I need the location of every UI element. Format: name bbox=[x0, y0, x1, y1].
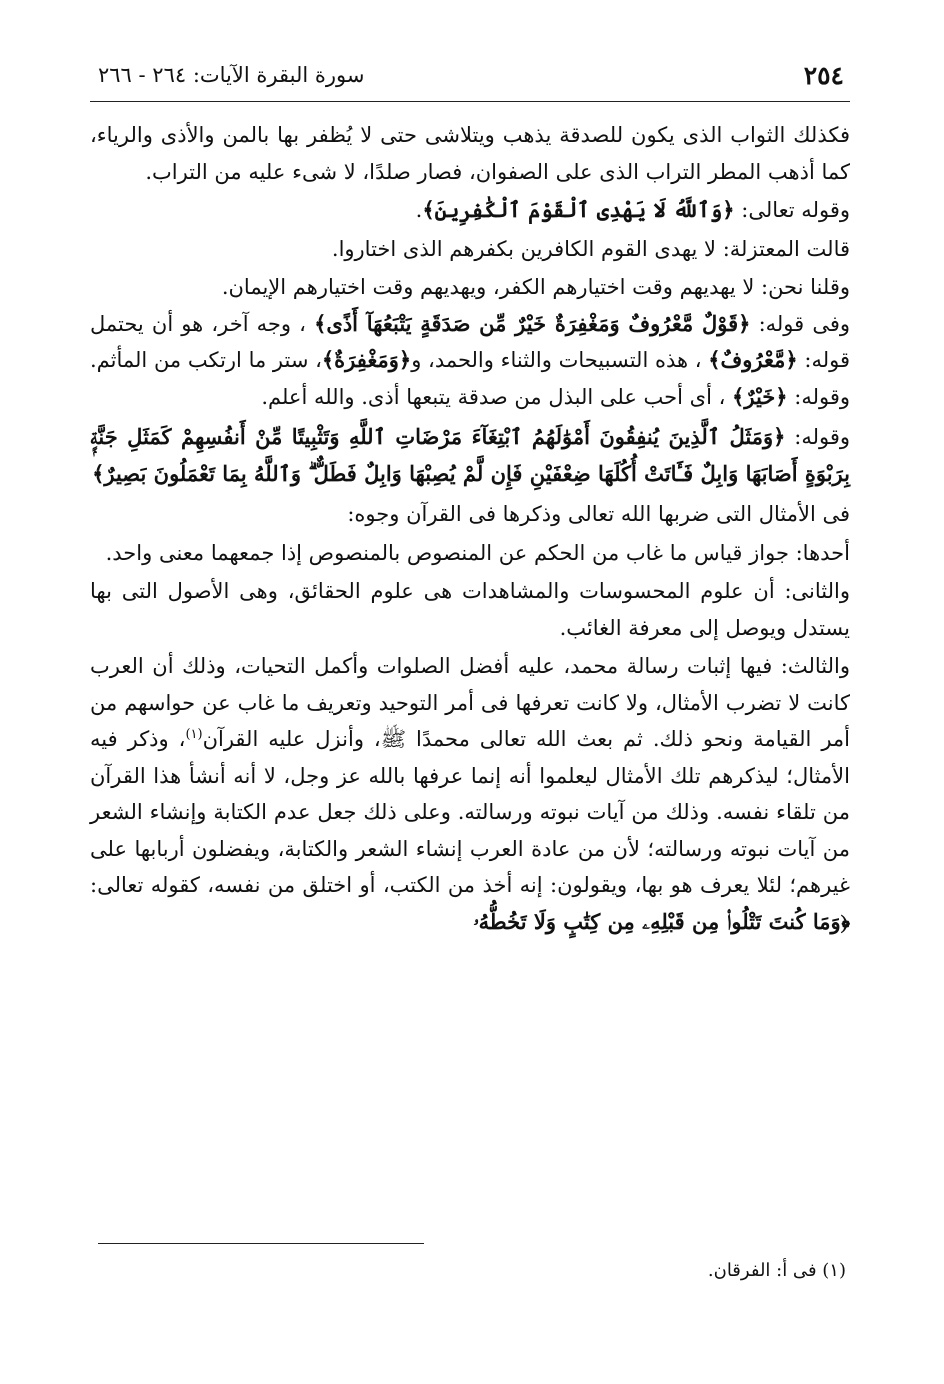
paragraph-5-text-a: وفى قوله: bbox=[750, 311, 850, 336]
paragraph-5 bbox=[90, 306, 850, 416]
section-title: سورة البقرة الآيات: ٢٦٤ - ٢٦٦ bbox=[98, 63, 365, 87]
running-header bbox=[90, 55, 850, 102]
paragraph-8: أحدها: جواز قياس ما غاب من الحكم عن المنصوص بالمنصوص إذا جمعهما معنى واحد. bbox=[105, 540, 850, 565]
paragraph-4: وقلنا نحن: لا يهديهم وقت اختيارهم الكفر، ويهديهم وقت اختيارهم الإيمان. bbox=[221, 275, 850, 299]
quran-word: ﴿وَمَغْفِرَةٌ﴾ bbox=[321, 347, 412, 372]
footnote: (١) فى أ: الفرقان. bbox=[707, 1260, 846, 1281]
paragraph-10-text-b: ، وذكر فيه الأمثال؛ ليذكرهم تلك الأمثال ليعلموا أنه إنما عرفها بالله عز وجل، لا أنه أنشأ هذا القرآن من تلقاء نفسه. وذلك من آيات نبوته ورسالته. وعلى ذلك جعل عدم الكتابة وإنشاء الشعر من آيات نبوته ورسالته؛ لأن من عادة العرب إنشاء الشعر والكتابة، ويفضلون أربابها على غيرهم؛ لئلا يعرف هو بها، ويقولون: إنه أخذ من الكتب، أو اختلق من نفسه، كقوله تعالى: bbox=[90, 727, 850, 897]
paragraph-6 bbox=[90, 419, 850, 492]
paragraph-5-text-b: ، وجه آخر، هو أن يحتمل قوله: bbox=[90, 311, 850, 372]
paragraph-5-text-c: ، هذه التسبيحات والثناء والحمد، و bbox=[411, 348, 709, 372]
paragraph-10-text-a: والثالث: فيها إثبات رسالة محمد، عليه أفضل الصلوات وأكمل التحيات، وذلك أن العرب كانت لا تضرب الأمثال، ولا كانت تعرفها فى أمر التوحيد وتعريف ما غاب عن حواسهم من أمر القيامة ونحو ذلك. ثم بعث الله تعالى محمدًا ﷺ، وأنزل عليه القرآن bbox=[90, 654, 851, 751]
quran-word: ﴿مَّعْرُوفٌ﴾ bbox=[708, 347, 798, 372]
body-text bbox=[90, 117, 850, 940]
quran-verse: ﴿وَمَثَلُ ٱلَّذِينَ يُنفِقُونَ أَمْوَٰلَهُمُ ٱبْتِغَآءَ مَرْضَاتِ ٱللَّهِ وَتَثْبِيتًا مِّنْ أَنفُسِهِمْ كَمَثَلِ جَنَّةٍۭ بِرَبْوَةٍ أَصَابَهَا وَابِلٌ فَـَٔاتَتْ أُكُلَهَا ضِعْفَيْنِ فَإِن لَّمْ يُصِبْهَا وَابِلٌ فَطَلٌّ ۗ وَٱللَّهُ بِمَا تَعْمَلُونَ بَصِيرٌ﴾ bbox=[90, 424, 850, 486]
paragraph-10 bbox=[90, 648, 850, 940]
footnote-divider bbox=[98, 1243, 424, 1244]
paragraph-6-prefix: وقوله: bbox=[785, 425, 851, 449]
quran-word: ﴿خَيْرٌ﴾ bbox=[732, 383, 788, 409]
book-page bbox=[90, 55, 850, 1345]
paragraph-5-text-d: ، ستر ما ارتكب من المأثم. وقوله: bbox=[90, 348, 850, 409]
paragraph-2-suffix: . bbox=[415, 198, 423, 222]
paragraph-2-prefix: وقوله تعالى: bbox=[734, 198, 850, 222]
paragraph-9: والثانى: أن علوم المحسوسات والمشاهدات هى علوم الحقائق، وهى الأصول التى بها يستدل ويوصل إلى معرفة الغائب. bbox=[90, 579, 850, 640]
quran-verse: ﴿وَمَا كُنتَ تَتْلُوا۟ مِن قَبْلِهِۦ مِن كِتَٰبٍ وَلَا تَخُطُّهُۥ bbox=[473, 908, 850, 934]
paragraph-2 bbox=[90, 192, 850, 229]
quran-verse: ﴿قَوْلٌ مَّعْرُوفٌ وَمَغْفِرَةٌ خَيْرٌ مِّن صَدَقَةٍ يَتْبَعُهَآ أَذًى﴾ bbox=[314, 310, 751, 336]
paragraph-7: فى الأمثال التى ضربها الله تعالى وذكرها فى القرآن وجوه: bbox=[347, 502, 850, 526]
footnote-marker: (١) bbox=[185, 727, 203, 742]
paragraph-1: فكذلك الثواب الذى يكون للصدقة يذهب ويتلاشى حتى لا يُظفر بها بالمن والأذى والرياء، كما أذهب المطر التراب الذى على الصفوان، فصار صلدًا، لا شىء عليه من التراب. bbox=[90, 123, 850, 184]
paragraph-5-text-e: ، أى أحب على البذل من صدقة يتبعها أذى. والله أعلم. bbox=[261, 384, 733, 409]
page-number: ٢٥٤ bbox=[803, 61, 844, 90]
paragraph-3: قالت المعتزلة: لا يهدى القوم الكافرين بكفرهم الذى اختاروا. bbox=[331, 236, 850, 261]
quran-verse: ﴿وَٱللَّهُ لَا يَهْدِى ٱلْقَوْمَ ٱلْكَٰفِرِينَ﴾ bbox=[422, 197, 735, 222]
